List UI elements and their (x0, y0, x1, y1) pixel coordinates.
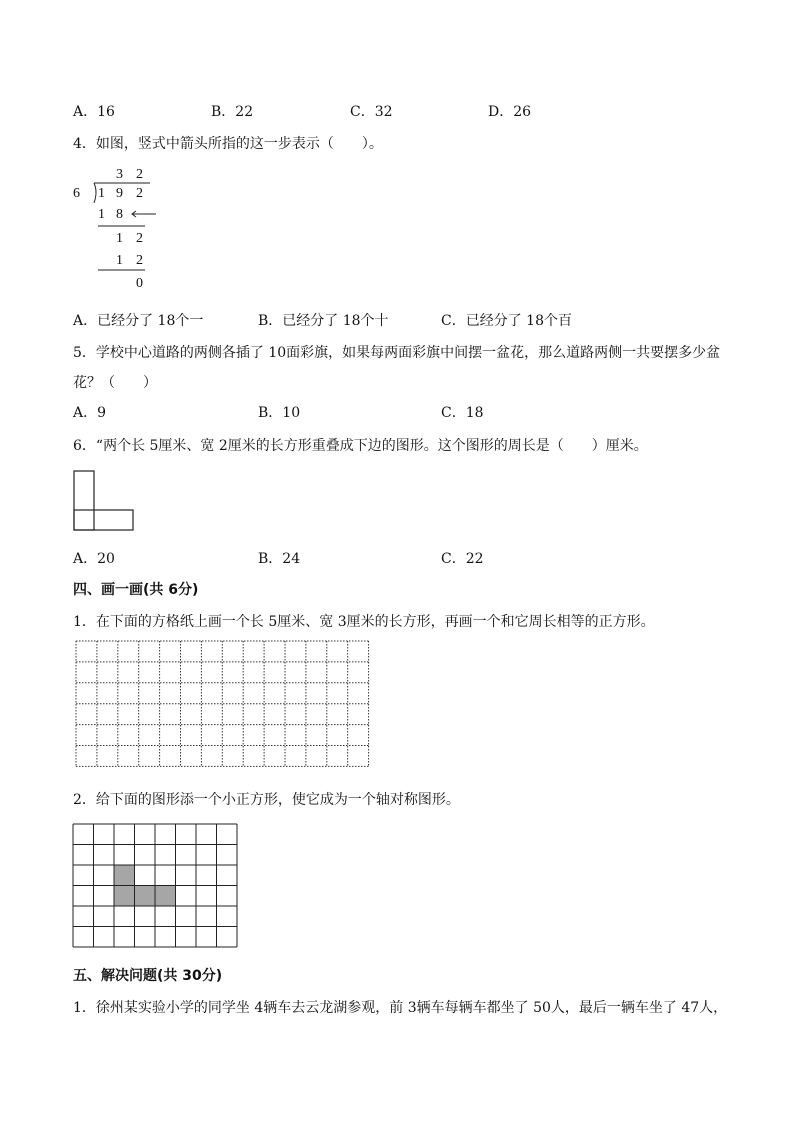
step3-digit: 2 (136, 253, 143, 268)
q5-option-b: B．10 (258, 405, 301, 421)
symmetry-grid (0, 0, 260, 960)
shaded-square (155, 886, 176, 907)
quotient-digit: 2 (136, 167, 143, 182)
step3-digit: 1 (116, 253, 123, 268)
remainder: 0 (136, 276, 143, 291)
section5-q1: 1．徐州某实验小学的同学坐 4辆车去云龙湖参观，前 3辆车每辆车都坐了 50人，最后一辆车坐了 47人， (73, 1000, 728, 1016)
q4-option-b: B．已经分了 18个十 (258, 313, 389, 329)
shaded-square (114, 865, 135, 886)
q4-stem: 4．如图，竖式中箭头所指的这一步表示（ ）。 (73, 136, 383, 152)
q3-option-c: C．32 (350, 104, 393, 120)
dividend-digit: 1 (98, 186, 105, 201)
q6-option-a: A．20 (73, 551, 115, 567)
q4-option-a: A．已经分了 18个一 (73, 313, 204, 329)
section4-title: 四、画一画(共 6分) (73, 582, 199, 598)
q6-stem: 6．“两个长 5厘米、宽 2厘米的长方形重叠成下边的图形。这个图形的周长是（ ）厘米。 (73, 438, 648, 454)
step2-digit: 1 (116, 231, 123, 246)
step1-digit: 1 (98, 207, 105, 222)
q5-stem-line1: 5．学校中心道路的两侧各插了 10面彩旗，如果每两面彩旗中间摆一盆花，那么道路两侧一共要摆多少盆 (73, 345, 721, 361)
q4-option-c: C．已经分了 18个百 (441, 313, 572, 329)
section4-q1: 1．在下面的方格纸上画一个长 5厘米、宽 3厘米的长方形，再画一个和它周长相等的正方形。 (73, 614, 655, 630)
dividend-digit: 9 (116, 186, 123, 201)
step1-digit: 8 (116, 207, 123, 222)
shaded-square (114, 886, 135, 907)
q6-option-c: C．22 (441, 551, 484, 567)
divisor: 6 (73, 186, 80, 201)
quotient-digit: 3 (116, 167, 123, 182)
q3-option-d: D．26 (488, 104, 532, 120)
step2-digit: 2 (136, 231, 143, 246)
dividend-digit: 2 (136, 186, 143, 201)
q6-option-b: B．24 (258, 551, 301, 567)
q5-stem-line2: 花？（ ） (73, 375, 157, 391)
shaded-square (135, 886, 156, 907)
section5-title: 五、解决问题(共 30分) (73, 968, 223, 984)
q3-option-b: B．22 (211, 104, 254, 120)
section4-q2: 2．给下面的图形添一个小正方形，使它成为一个轴对称图形。 (73, 792, 460, 808)
q5-option-c: C．18 (441, 405, 484, 421)
q5-option-a: A．9 (73, 405, 107, 421)
q3-option-a: A．16 (73, 104, 115, 120)
